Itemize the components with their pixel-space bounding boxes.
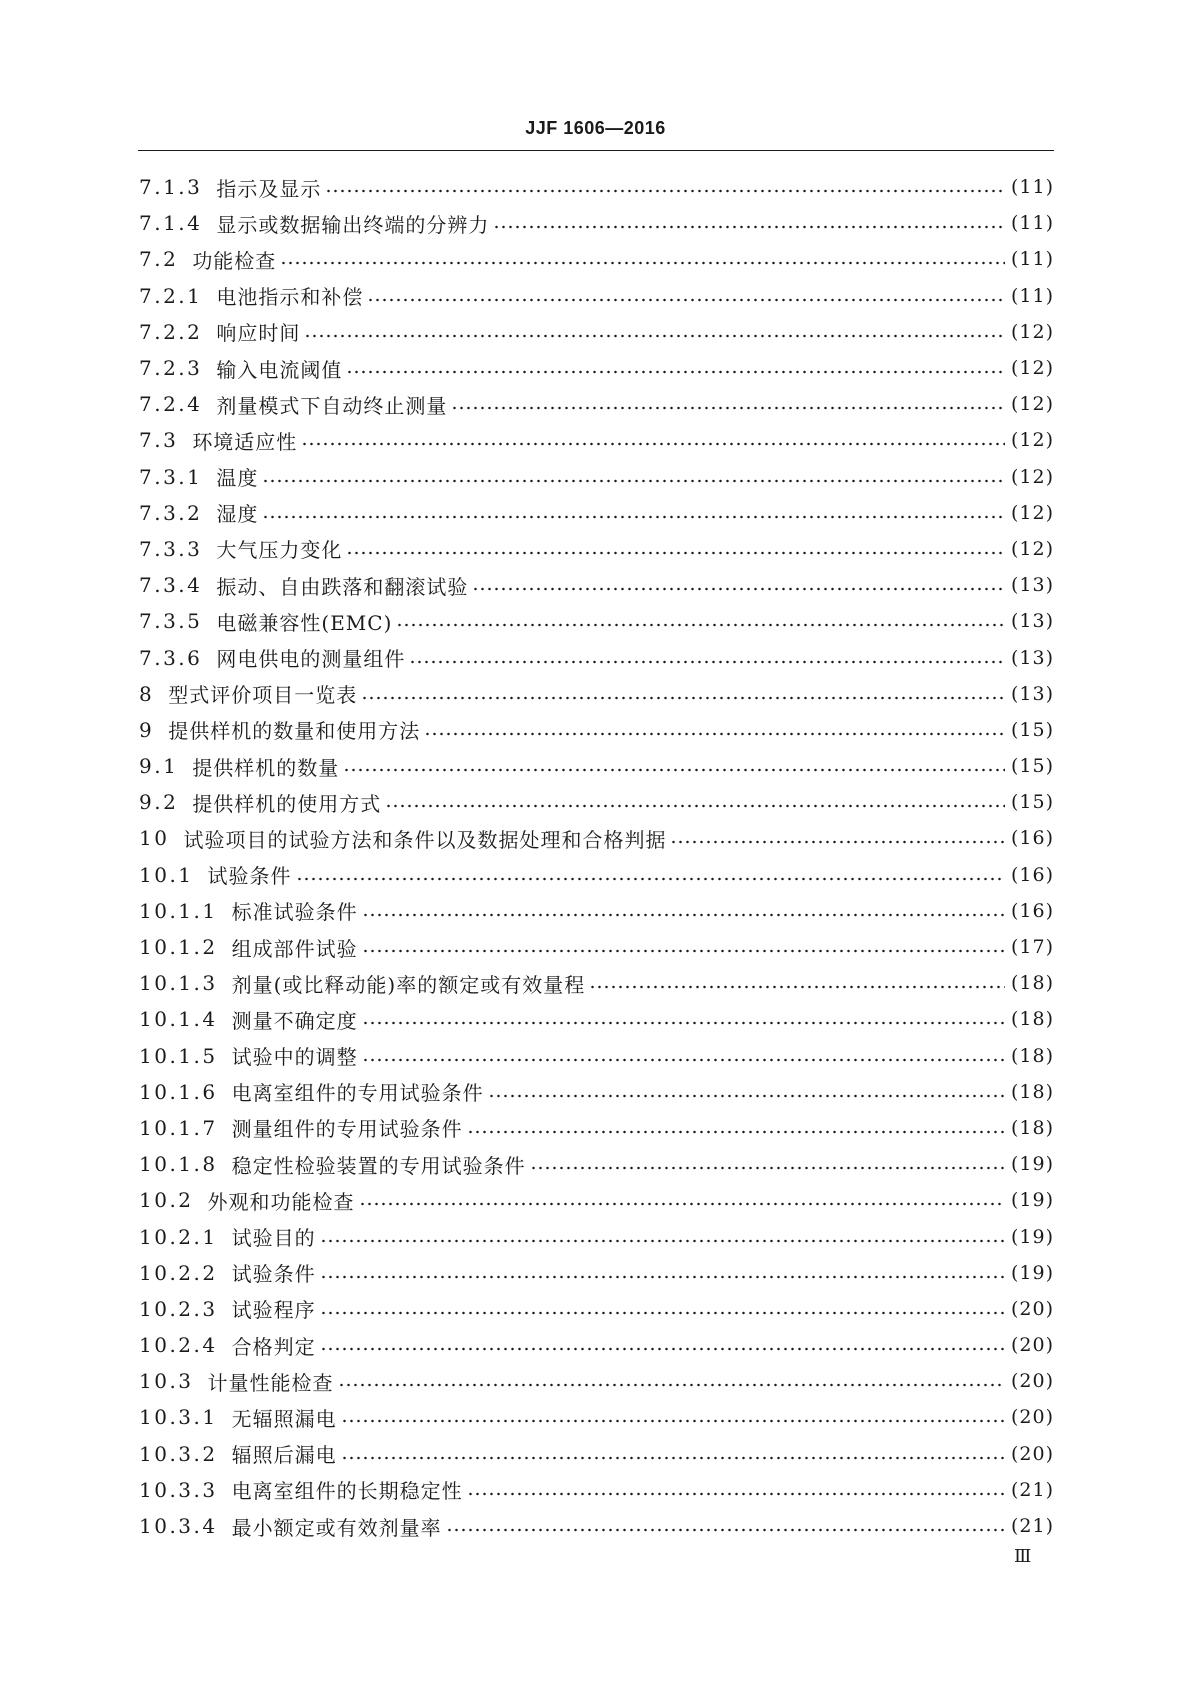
toc-entry-number: 7.1.3 xyxy=(139,175,203,200)
toc-entry-number: 10.2.2 xyxy=(139,1260,218,1285)
toc-entry[interactable] xyxy=(139,169,1054,205)
toc-entry-page: (19) xyxy=(1010,1189,1054,1212)
toc-entry-number: 7.1.4 xyxy=(139,211,203,236)
toc-dot-leader xyxy=(424,729,1005,739)
toc-entry-number: 7.3.6 xyxy=(139,645,203,670)
toc-entry-title: 振动、自由跌落和翻滚试验 xyxy=(216,574,469,599)
toc-dot-leader xyxy=(341,1453,1005,1463)
toc-entry-number: 7.2 xyxy=(139,247,179,272)
toc-entry[interactable] xyxy=(139,1218,1054,1254)
toc-entry-page: (20) xyxy=(1010,1442,1054,1465)
toc-dot-leader xyxy=(304,331,1005,341)
toc-entry-number: 10.1.8 xyxy=(139,1152,218,1177)
toc-entry-title: 电离室组件的专用试验条件 xyxy=(231,1081,484,1106)
toc-entry[interactable] xyxy=(139,748,1054,784)
toc-entry-title: 电池指示和补偿 xyxy=(216,285,364,310)
toc-entry-number: 9.1 xyxy=(139,754,179,779)
toc-entry-number: 10.3.3 xyxy=(139,1477,218,1502)
toc-entry-number: 10.1.6 xyxy=(139,1079,218,1104)
toc-entry[interactable] xyxy=(139,459,1054,495)
toc-entry[interactable] xyxy=(139,1472,1054,1508)
toc-entry-page: (16) xyxy=(1010,827,1054,850)
toc-entry-number: 7.3.1 xyxy=(139,464,203,489)
toc-entry-title: 指示及显示 xyxy=(216,176,322,201)
toc-entry[interactable] xyxy=(139,1508,1054,1544)
toc-entry-title: 试验项目的试验方法和条件以及数据处理和合格判据 xyxy=(183,827,667,852)
toc-entry-page: (18) xyxy=(1010,1008,1054,1031)
toc-entry[interactable] xyxy=(139,205,1054,241)
toc-entry-title: 无辐照漏电 xyxy=(231,1406,337,1431)
toc-entry-title: 电磁兼容性(EMC) xyxy=(216,610,393,635)
toc-entry-number: 10.3.1 xyxy=(139,1405,218,1430)
toc-entry-title: 试验中的调整 xyxy=(231,1045,358,1070)
toc-entry-title: 输入电流阈值 xyxy=(216,357,343,382)
toc-dot-leader xyxy=(362,946,1005,956)
toc-entry-number: 7.2.1 xyxy=(139,283,203,308)
toc-dot-leader xyxy=(346,367,1005,377)
toc-entry-page: (19) xyxy=(1010,1225,1054,1248)
toc-dot-leader xyxy=(362,1055,1005,1065)
toc-entry-title: 大气压力变化 xyxy=(216,538,343,563)
toc-dot-leader xyxy=(488,1091,1005,1101)
toc-entry-number: 10.2.4 xyxy=(139,1333,218,1358)
toc-entry-title: 电离室组件的长期稳定性 xyxy=(231,1479,463,1504)
toc-entry-page: (13) xyxy=(1010,610,1054,633)
toc-entry[interactable] xyxy=(139,1436,1054,1472)
toc-entry-title: 功能检查 xyxy=(192,248,277,273)
toc-entry-title: 合格判定 xyxy=(231,1334,316,1359)
toc-entry-title: 网电供电的测量组件 xyxy=(216,647,406,672)
toc-entry[interactable] xyxy=(139,965,1054,1001)
toc-entry[interactable] xyxy=(139,1038,1054,1074)
standard-code-header: JJF 1606—2016 xyxy=(525,118,666,138)
toc-entry[interactable] xyxy=(139,929,1054,965)
toc-entry-title: 外观和功能检查 xyxy=(207,1189,355,1214)
toc-entry-title: 响应时间 xyxy=(216,321,301,346)
toc-entry-page: (12) xyxy=(1010,501,1054,524)
toc-entry[interactable] xyxy=(139,241,1054,277)
toc-entry-number: 10.3 xyxy=(139,1369,194,1394)
toc-dot-leader xyxy=(362,910,1005,920)
toc-dot-leader xyxy=(367,295,1005,305)
toc-entry-number: 7.3 xyxy=(139,428,179,453)
toc-entry-number: 7.3.3 xyxy=(139,536,203,561)
toc-entry-page: (20) xyxy=(1010,1406,1054,1429)
toc-dot-leader xyxy=(320,1344,1005,1354)
toc-dot-leader xyxy=(301,439,1005,449)
toc-entry-number: 7.2.3 xyxy=(139,356,203,381)
toc-dot-leader xyxy=(320,1272,1005,1282)
toc-entry-title: 显示或数据输出终端的分辨力 xyxy=(216,212,490,237)
toc-entry-number: 10.3.4 xyxy=(139,1514,218,1539)
toc-entry[interactable] xyxy=(139,784,1054,820)
toc-entry-title: 试验条件 xyxy=(207,864,292,889)
toc-entry-title: 标准试验条件 xyxy=(231,900,358,925)
toc-entry[interactable] xyxy=(139,531,1054,567)
toc-entry-number: 10.1.5 xyxy=(139,1043,218,1068)
toc-dot-leader xyxy=(670,837,1005,847)
toc-entry-title: 环境适应性 xyxy=(192,429,298,454)
toc-entry-page: (12) xyxy=(1010,393,1054,416)
toc-dot-leader xyxy=(493,222,1005,232)
toc-dot-leader xyxy=(325,186,1005,196)
toc-entry[interactable] xyxy=(139,1255,1054,1291)
toc-entry-title: 组成部件试验 xyxy=(231,936,358,961)
toc-entry-title: 测量不确定度 xyxy=(231,1008,358,1033)
toc-entry-title: 提供样机的使用方式 xyxy=(192,791,382,816)
toc-entry-title: 型式评价项目一览表 xyxy=(168,683,358,708)
toc-entry-page: (18) xyxy=(1010,1044,1054,1067)
toc-dot-leader xyxy=(262,476,1005,486)
toc-entry-page: (13) xyxy=(1010,682,1054,705)
toc-entry-number: 10.1.2 xyxy=(139,935,218,960)
toc-entry[interactable] xyxy=(139,1146,1054,1182)
toc-dot-leader xyxy=(589,982,1005,992)
toc-dot-leader xyxy=(446,1525,1005,1535)
toc-entry-title: 提供样机的数量 xyxy=(192,755,340,780)
toc-entry-number: 8 xyxy=(139,681,155,706)
toc-entry[interactable] xyxy=(139,603,1054,639)
toc-entry-number: 10.2.3 xyxy=(139,1296,218,1321)
toc-entry[interactable] xyxy=(139,1327,1054,1363)
toc-entry-number: 10.2.1 xyxy=(139,1224,218,1249)
toc-entry[interactable] xyxy=(139,820,1054,856)
toc-dot-leader xyxy=(359,1199,1005,1209)
toc-dot-leader xyxy=(343,765,1005,775)
toc-entry[interactable] xyxy=(139,1363,1054,1399)
toc-dot-leader xyxy=(296,874,1005,884)
toc-entry[interactable] xyxy=(139,1182,1054,1218)
toc-dot-leader xyxy=(385,801,1005,811)
toc-entry-page: (12) xyxy=(1010,320,1054,343)
toc-entry-title: 温度 xyxy=(216,466,259,491)
toc-entry-page: (19) xyxy=(1010,1153,1054,1176)
toc-entry-page: (16) xyxy=(1010,863,1054,886)
toc-entry-page: (13) xyxy=(1010,574,1054,597)
toc-dot-leader xyxy=(320,1308,1005,1318)
toc-entry-number: 10.1.3 xyxy=(139,971,218,996)
toc-entry-page: (20) xyxy=(1010,1297,1054,1320)
toc-entry-page: (20) xyxy=(1010,1334,1054,1357)
toc-entry[interactable] xyxy=(139,639,1054,675)
toc-entry-page: (11) xyxy=(1010,212,1054,235)
toc-entry-page: (11) xyxy=(1010,248,1054,271)
toc-entry-title: 计量性能检查 xyxy=(207,1370,334,1395)
toc-entry[interactable] xyxy=(139,422,1054,458)
toc-entry-number: 10.1.4 xyxy=(139,1007,218,1032)
toc-entry[interactable] xyxy=(139,1074,1054,1110)
toc-entry-number: 10 xyxy=(139,826,170,851)
toc-entry-title: 湿度 xyxy=(216,502,259,527)
toc-entry-page: (20) xyxy=(1010,1370,1054,1393)
toc-entry-number: 9.2 xyxy=(139,790,179,815)
toc-entry-page: (17) xyxy=(1010,936,1054,959)
toc-entry[interactable] xyxy=(139,1001,1054,1037)
toc-entry-number: 10.2 xyxy=(139,1188,194,1213)
toc-dot-leader xyxy=(320,1236,1005,1246)
toc-entry-number: 10.1 xyxy=(139,862,194,887)
toc-entry[interactable] xyxy=(139,712,1054,748)
toc-dot-leader xyxy=(338,1380,1005,1390)
toc-entry[interactable] xyxy=(139,676,1054,712)
toc-entry-page: (16) xyxy=(1010,899,1054,922)
toc-dot-leader xyxy=(362,1018,1005,1028)
page-number: Ⅲ xyxy=(1014,1546,1032,1567)
toc-entry-page: (12) xyxy=(1010,465,1054,488)
toc-entry-page: (21) xyxy=(1010,1478,1054,1501)
toc-entry[interactable] xyxy=(139,495,1054,531)
toc-entry[interactable] xyxy=(139,350,1054,386)
toc-entry-number: 7.3.5 xyxy=(139,609,203,634)
toc-dot-leader xyxy=(346,548,1005,558)
toc-dot-leader xyxy=(530,1163,1005,1173)
toc-entry-page: (15) xyxy=(1010,791,1054,814)
toc-entry-number: 10.3.2 xyxy=(139,1441,218,1466)
toc-dot-leader xyxy=(467,1127,1005,1137)
toc-entry-title: 剂量(或比释动能)率的额定或有效量程 xyxy=(231,972,586,997)
toc-entry[interactable] xyxy=(139,1399,1054,1435)
toc-entry-number: 7.2.2 xyxy=(139,319,203,344)
toc-entry[interactable] xyxy=(139,857,1054,893)
toc-entry-page: (21) xyxy=(1010,1515,1054,1538)
toc-entry[interactable] xyxy=(139,893,1054,929)
toc-dot-leader xyxy=(451,403,1005,413)
toc-entry-page: (18) xyxy=(1010,1116,1054,1139)
toc-entry-page: (19) xyxy=(1010,1261,1054,1284)
toc-entry-title: 辐照后漏电 xyxy=(231,1443,337,1468)
toc-entry-page: (18) xyxy=(1010,1080,1054,1103)
toc-entry-page: (11) xyxy=(1010,284,1054,307)
toc-entry-title: 试验条件 xyxy=(231,1262,316,1287)
toc-entry-page: (15) xyxy=(1010,718,1054,741)
toc-entry-number: 9 xyxy=(139,717,155,742)
toc-dot-leader xyxy=(262,512,1005,522)
toc-entry[interactable] xyxy=(139,1291,1054,1327)
toc-entry[interactable] xyxy=(139,278,1054,314)
toc-dot-leader xyxy=(409,657,1005,667)
toc-dot-leader xyxy=(467,1489,1005,1499)
toc-entry-number: 7.3.2 xyxy=(139,500,203,525)
toc-entry-number: 10.1.1 xyxy=(139,898,218,923)
toc-dot-leader xyxy=(280,258,1005,268)
toc-dot-leader xyxy=(396,620,1005,630)
toc-entry-page: (11) xyxy=(1010,176,1054,199)
toc-entry[interactable] xyxy=(139,314,1054,350)
toc-entry-title: 最小额定或有效剂量率 xyxy=(231,1515,442,1540)
toc-entry-page: (13) xyxy=(1010,646,1054,669)
toc-entry-page: (12) xyxy=(1010,429,1054,452)
toc-entry[interactable] xyxy=(139,567,1054,603)
toc-entry-title: 测量组件的专用试验条件 xyxy=(231,1117,463,1142)
header-divider xyxy=(138,150,1054,151)
toc-entry-page: (18) xyxy=(1010,972,1054,995)
toc-entry-page: (12) xyxy=(1010,357,1054,380)
toc-entry-title: 稳定性检验装置的专用试验条件 xyxy=(231,1153,526,1178)
toc-dot-leader xyxy=(341,1416,1005,1426)
table-of-contents xyxy=(139,169,1054,1544)
toc-entry-page: (12) xyxy=(1010,537,1054,560)
toc-entry-title: 提供样机的数量和使用方法 xyxy=(168,719,421,744)
toc-entry-number: 10.1.7 xyxy=(139,1115,218,1140)
toc-dot-leader xyxy=(472,584,1005,594)
toc-entry-number: 7.2.4 xyxy=(139,392,203,417)
toc-entry-title: 试验程序 xyxy=(231,1298,316,1323)
toc-entry-number: 7.3.4 xyxy=(139,573,203,598)
toc-entry-title: 剂量模式下自动终止测量 xyxy=(216,393,448,418)
toc-entry[interactable] xyxy=(139,1110,1054,1146)
toc-dot-leader xyxy=(361,693,1005,703)
toc-entry-page: (15) xyxy=(1010,755,1054,778)
toc-entry[interactable] xyxy=(139,386,1054,422)
toc-entry-title: 试验目的 xyxy=(231,1226,316,1251)
